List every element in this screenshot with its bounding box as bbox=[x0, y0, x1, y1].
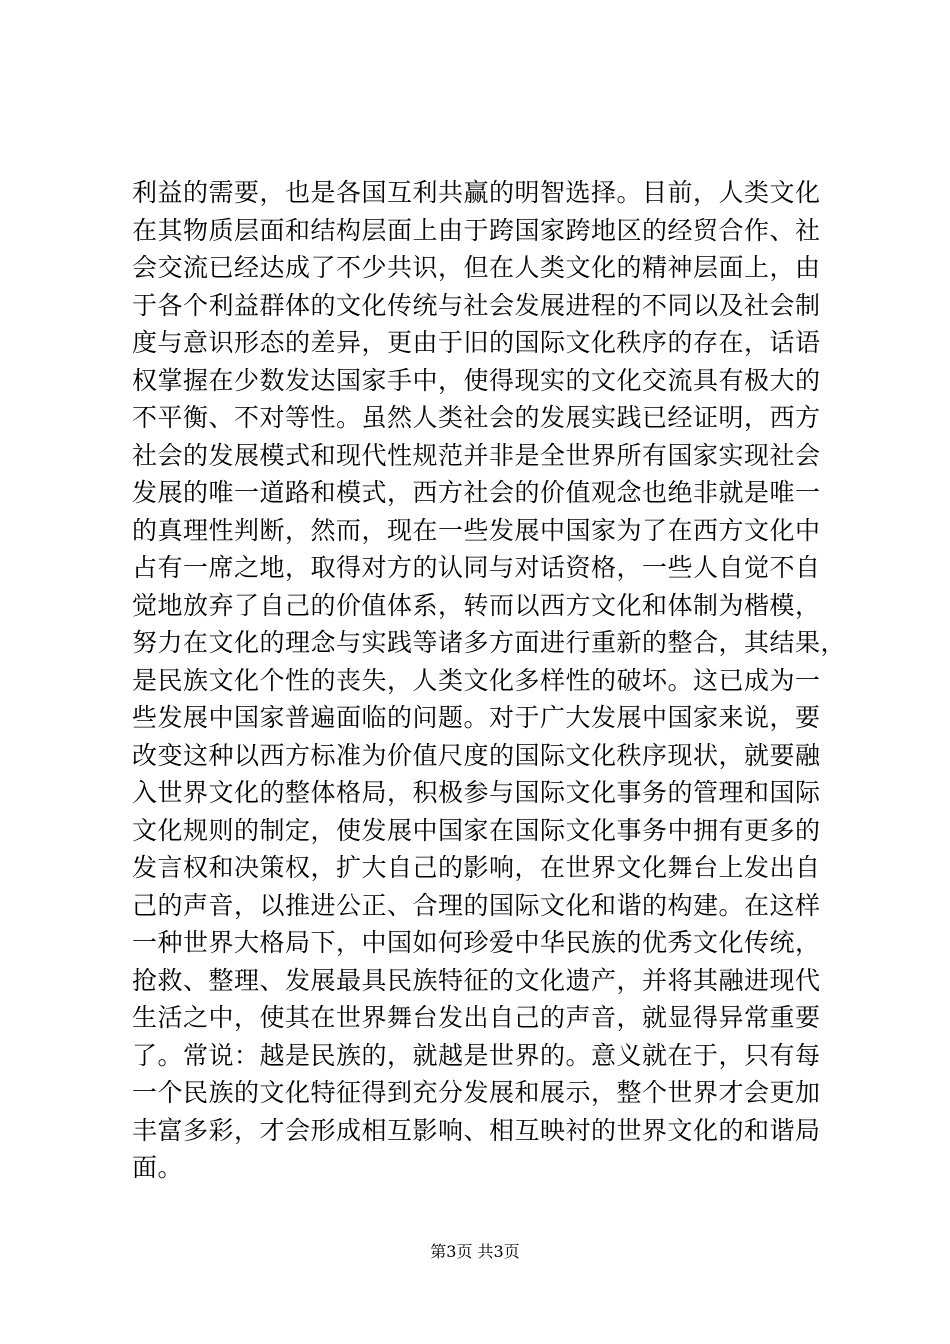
text-line: 入世界文化的整体格局，积极参与国际文化事务的管理和国际 bbox=[132, 778, 821, 807]
text-line: 觉地放弃了自己的价值体系，转而以西方文化和体制为楷模， bbox=[132, 590, 821, 620]
text-line: 发展的唯一道路和模式，西方社会的价值观念也绝非就是唯一 bbox=[132, 478, 821, 507]
text-line: 丰富多彩，才会形成相互影响、相互映衬的世界文化的和谐局 bbox=[132, 1115, 821, 1145]
body-paragraph bbox=[132, 174, 847, 1187]
text-line: 不平衡、不对等性。虽然人类社会的发展实践已经证明，西方 bbox=[132, 403, 821, 432]
text-line: 一个民族的文化特征得到充分发展和展示，整个世界才会更加 bbox=[132, 1078, 821, 1107]
text-line: 于各个利益群体的文化传统与社会发展进程的不同以及社会制 bbox=[132, 290, 821, 320]
text-line: 是民族文化个性的丧失，人类文化多样性的破坏。这已成为一 bbox=[132, 665, 821, 695]
text-line: 抢救、整理、发展最具民族特征的文化遗产，并将其融进现代 bbox=[132, 965, 821, 995]
text-line: 生活之中，使其在世界舞台发出自己的声音，就显得异常重要 bbox=[132, 1003, 821, 1032]
text-line: 改变这种以西方标准为价值尺度的国际文化秩序现状，就要融 bbox=[132, 740, 821, 770]
text-line: 利益的需要，也是各国互利共赢的明智选择。目前，人类文化 bbox=[132, 178, 821, 207]
page-number-footer: 第3页 共3页 bbox=[430, 1242, 520, 1261]
text-line: 文化规则的制定，使发展中国家在国际文化事务中拥有更多的 bbox=[132, 815, 821, 845]
text-line: 社会的发展模式和现代性规范并非是全世界所有国家实现社会 bbox=[132, 440, 821, 470]
text-line: 了。常说：越是民族的，就越是世界的。意义就在于，只有每 bbox=[132, 1040, 821, 1070]
text-line: 面。 bbox=[132, 1153, 184, 1182]
text-line: 的真理性判断，然而，现在一些发展中国家为了在西方文化中 bbox=[132, 515, 821, 545]
text-line: 占有一席之地，取得对方的认同与对话资格，一些人自觉不自 bbox=[132, 553, 821, 582]
text-line: 发言权和决策权，扩大自己的影响，在世界文化舞台上发出自 bbox=[132, 853, 821, 882]
text-line: 一种世界大格局下，中国如何珍爱中华民族的优秀文化传统， bbox=[132, 928, 821, 957]
text-line: 会交流已经达成了不少共识，但在人类文化的精神层面上，由 bbox=[132, 253, 821, 282]
text-line: 些发展中国家普遍面临的问题。对于广大发展中国家来说，要 bbox=[132, 703, 821, 732]
text-line: 努力在文化的理念与实践等诸多方面进行重新的整合，其结果， bbox=[132, 628, 847, 657]
text-line: 度与意识形态的差异，更由于旧的国际文化秩序的存在，话语 bbox=[132, 328, 821, 357]
text-line: 在其物质层面和结构层面上由于跨国家跨地区的经贸合作、社 bbox=[132, 215, 821, 245]
text-line: 己的声音，以推进公正、合理的国际文化和谐的构建。在这样 bbox=[132, 890, 821, 920]
text-line: 权掌握在少数发达国家手中，使得现实的文化交流具有极大的 bbox=[132, 365, 821, 395]
